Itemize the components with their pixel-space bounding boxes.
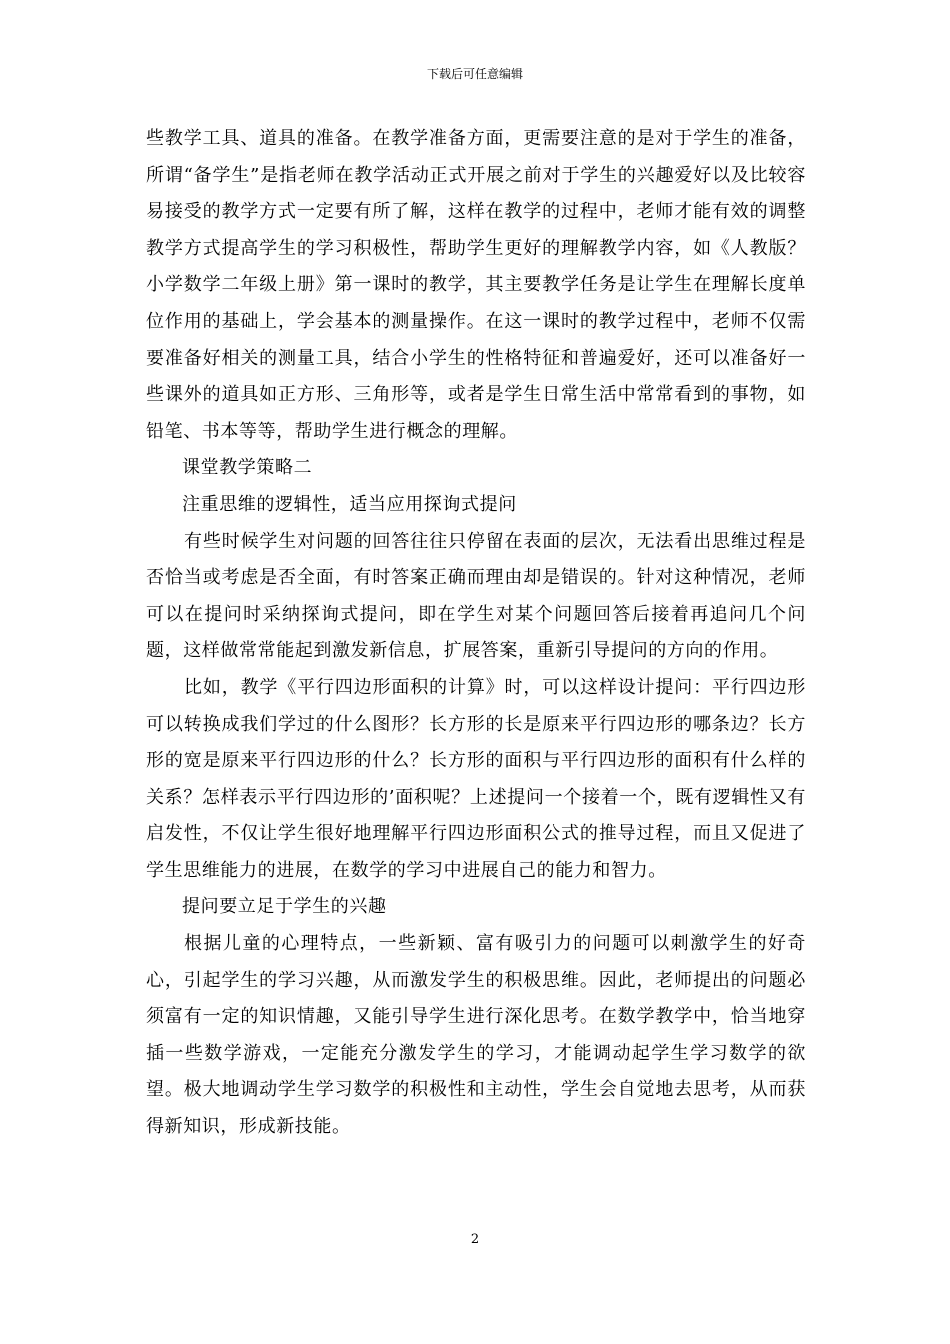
subheading-logic-questioning: 注重思维的逻辑性，适当应用探询式提问	[182, 493, 517, 515]
page-header: 下载后可任意编辑	[426, 67, 523, 81]
paragraph-interest: 根据儿童的心理特点，一些新颖、富有吸引力的问题可以刺激学生的好奇心，引起学生的学习兴趣，从而激发学生的积极思维。因此，老师提出的问题必须富有一定的知识情趣，又能引导学生进行深化思考。在数学教学中，恰当地穿插一些数学游戏，一定能充分激发学生的学习，才能调动起学生学习数学的欲望。极大地调动学生学习数学的积极性和主动性，学生会自觉地去思考，从而获得新知识，形成新技能。	[146, 933, 806, 1138]
paragraph-probing-questions: 有些时候学生对问题的回答往往只停留在表面的层次，无法看出思维过程是否恰当或考虑是否全面，有时答案正确而理由却是错误的。针对这种情况，老师可以在提问时采纳探询式提问，即在学生对某个问题回答后接着再追问几个问题，这样做常常能起到激发新信息，扩展答案，重新引导提问的方向的作用。	[146, 530, 806, 662]
subheading-student-interest: 提问要立足于学生的兴趣	[182, 896, 387, 918]
section-heading-strategy-two: 课堂教学策略二	[182, 457, 313, 479]
document-body	[146, 121, 806, 1146]
paragraph-parallelogram-example: 比如，教学《平行四边形面积的计算》时，可以这样设计提问：平行四边形可以转换成我们学过的什么图形？长方形的长是原来平行四边形的哪条边？长方形的宽是原来平行四边形的什么？长方形的面积与平行四边形的面积有什么样的关系？怎样表示平行四边形的’面积呢？上述提问一个接着一个，既有逻辑性又有启发性，不仅让学生很好地理解平行四边形面积公式的推导过程，而且又促进了学生思维能力的进展，在数学的学习中进展自己的能力和智力。	[146, 676, 806, 881]
page-number: 2	[470, 1232, 480, 1247]
paragraph-prep: 些教学工具、道具的准备。在教学准备方面，更需要注意的是对于学生的准备，所谓“备学生”是指老师在教学活动正式开展之前对于学生的兴趣爱好以及比较容易接受的教学方式一定要有所了解，这样在教学的过程中，老师才能有效的调整教学方式提高学生的学习积极性，帮助学生更好的理解教学内容，如《人教版？小学数学二年级上册》第一课时的教学，其主要教学任务是让学生在理解长度单位作用的基础上，学会基本的测量操作。在这一课时的教学过程中，老师不仅需要准备好相关的测量工具，结合小学生的性格特征和普遍爱好，还可以准备好一些课外的道具如正方形、三角形等，或者是学生日常生活中常常看到的事物，如铅笔、书本等等，帮助学生进行概念的理解。	[146, 128, 806, 442]
